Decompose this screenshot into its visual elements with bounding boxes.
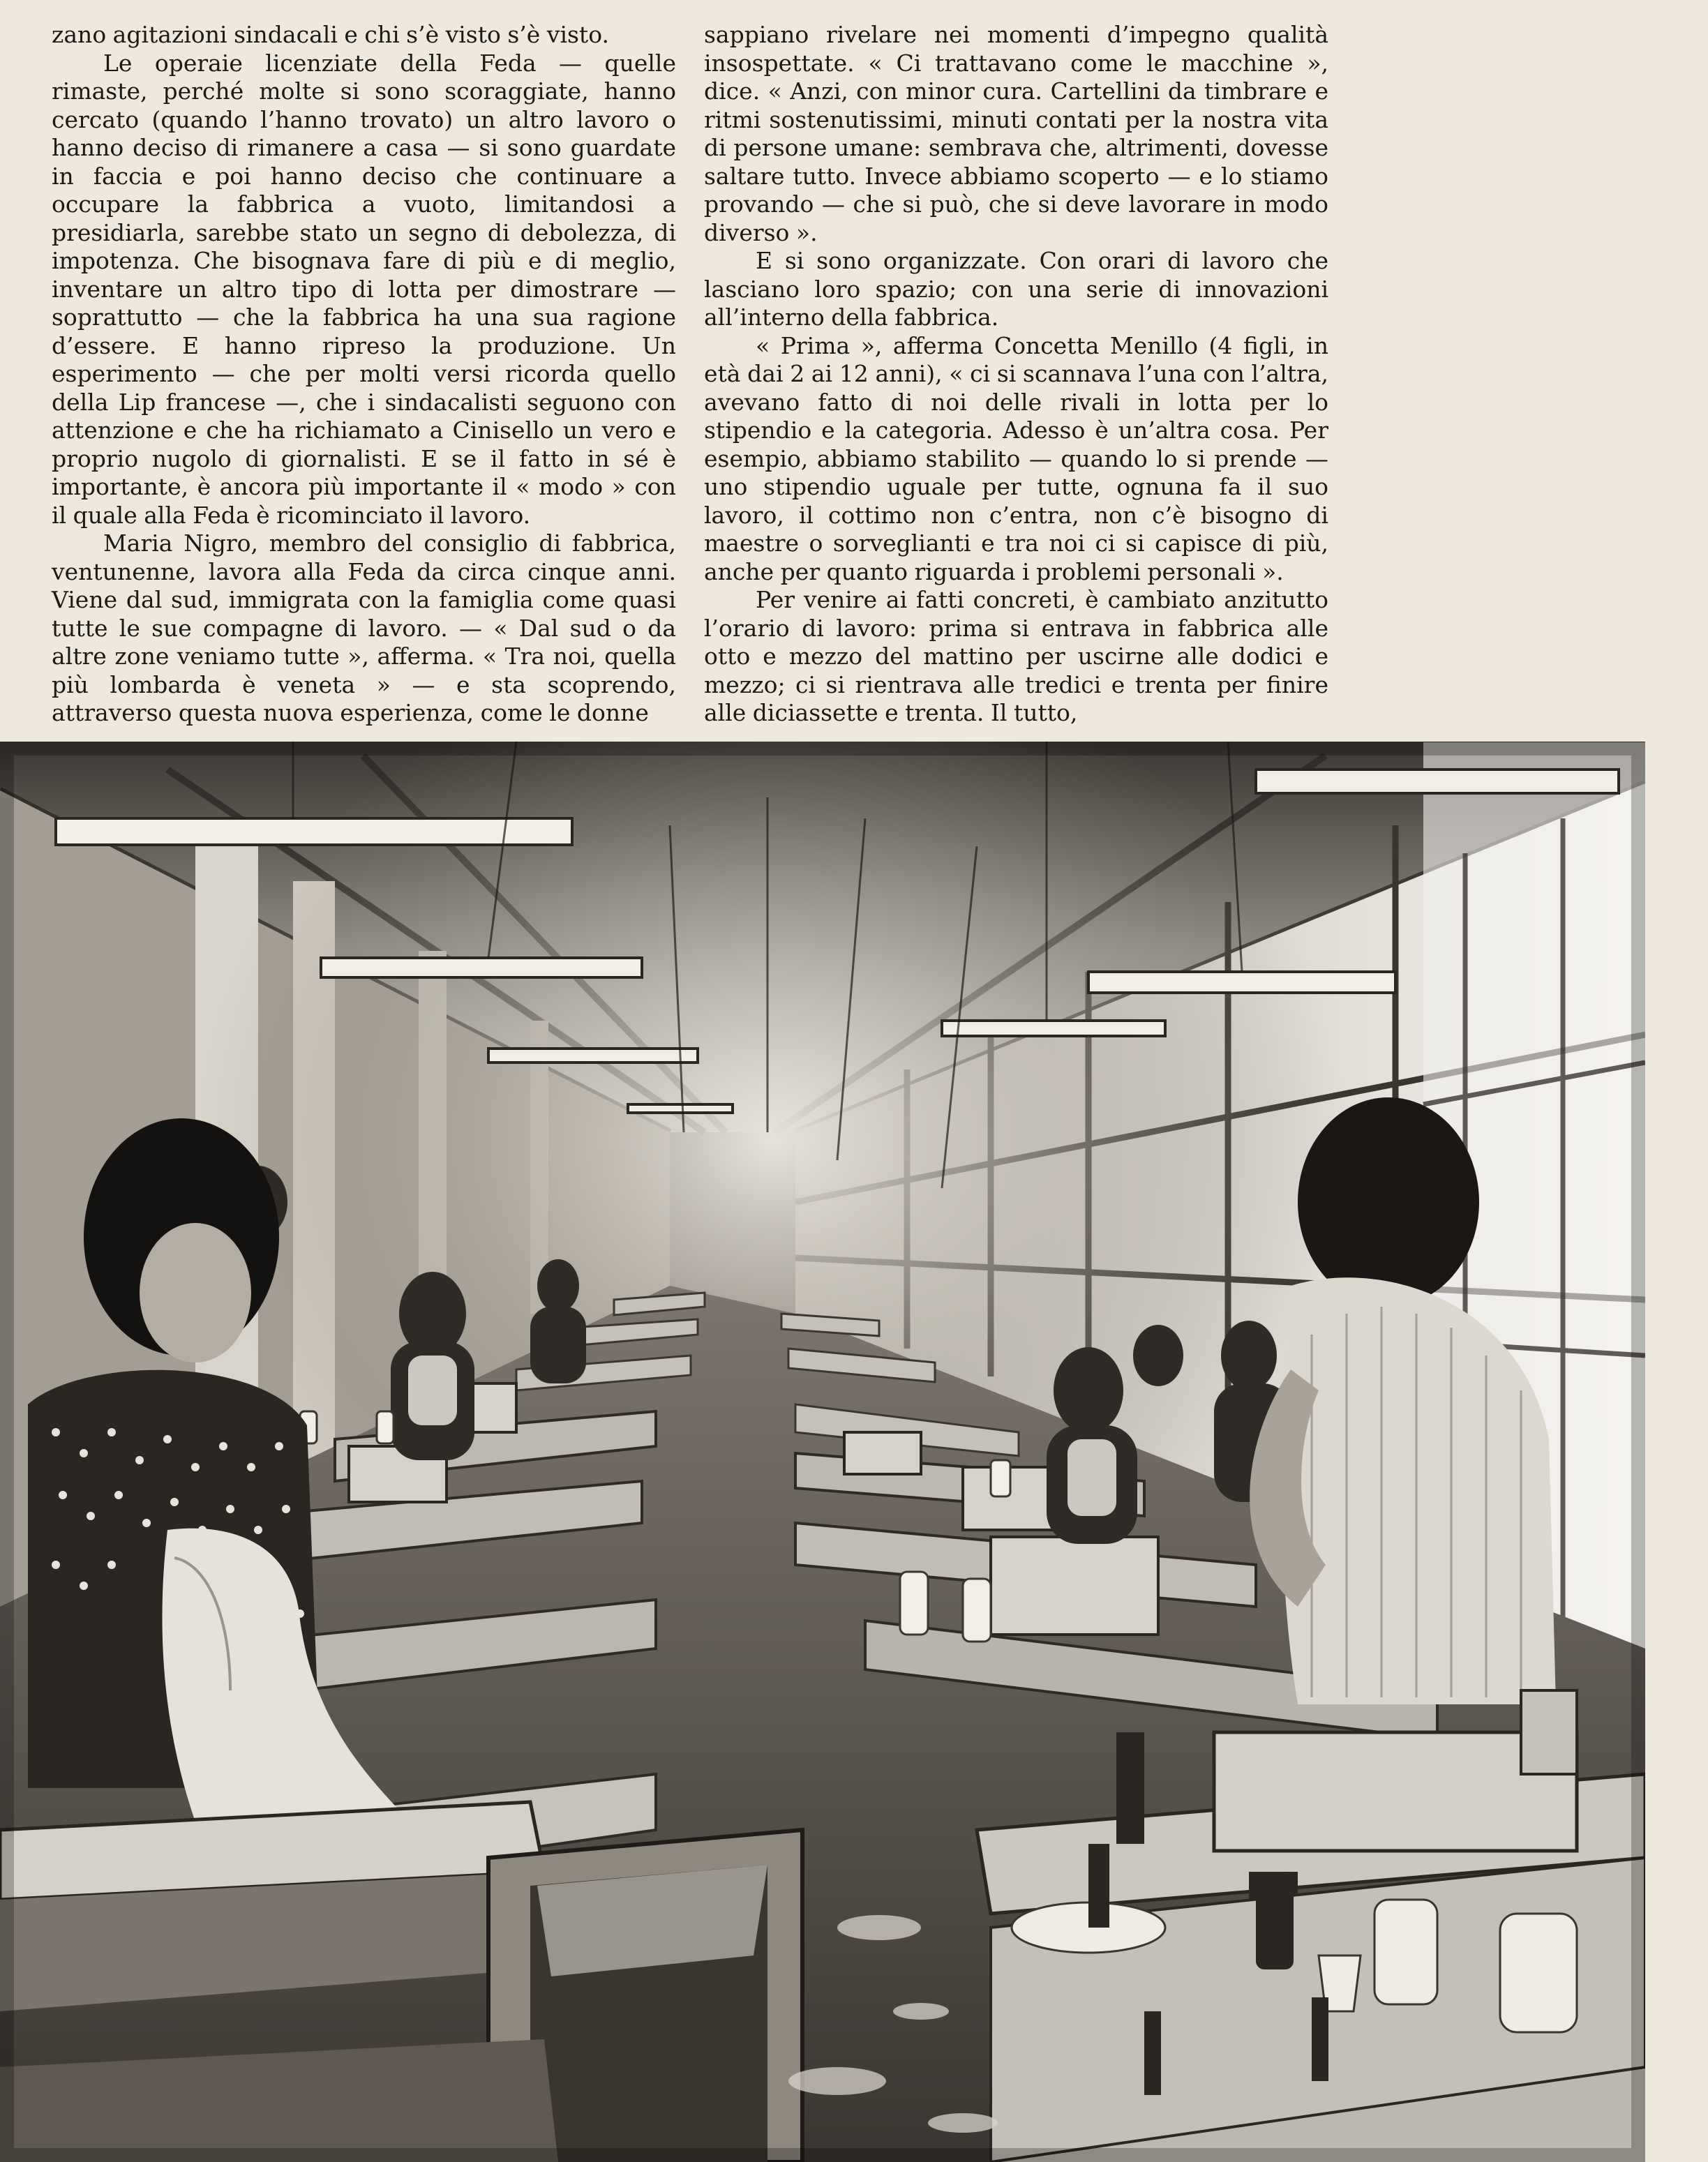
paragraph-working-hours: Per venire ai fatti concreti, è cambiato anzitutto l’orario di lavoro: prima si entrava in fabbrica alle otto e mezzo del mattino per uscirne alle dodici e mezzo; ci si rientrava alle tredici e trenta per finire alle diciassette e trenta. Il tutto,	[704, 586, 1328, 726]
right-text-column	[704, 21, 1328, 728]
paragraph-quote-continued: sappiano rivelare nei momenti d’impegno qualità insospettate. « Ci trattavano come le macchine », dice. « Anzi, con minor cura. Cartellini da timbrare e ritmi sostenutissimi, minuti contati per la nostra vita di persone umane: sembrava che, altrimenti, dovesse saltare tutto. Invece abbiamo scoperto — e lo stiamo provando — che si può, che si deve lavorare in modo diverso ».	[704, 21, 1328, 246]
factory-photograph	[0, 742, 1645, 2162]
factory-photo-illustration	[0, 742, 1645, 2162]
paragraph-continued: zano agitazioni sindacali e chi s’è visto s’è visto.	[52, 21, 609, 48]
paragraph-concetta-menillo: « Prima », afferma Concetta Menillo (4 figli, in età dai 2 ai 12 anni), « ci si scannava l’una con l’altra, avevano fatto di noi delle rivali in lotta per lo stipendio e la categoria. Adesso è un’altra cosa. Per esempio, abbiamo stabilito — quando lo si prende — uno stipendio uguale per tutte, ognuna fa il suo lavoro, il cottimo non c’entra, non c’è bisogno di maestre o sorveglianti e tra noi ci si capisce di più, anche per quanto riguarda i problemi personali ».	[704, 331, 1328, 585]
paragraph-feda-workers: Le operaie licenziate della Feda — quelle rimaste, perché molte si sono scoraggiate, hanno cercato (quando l’hanno trovato) un altro lavoro o hanno deciso di rimanere a casa — si sono guardate in faccia e poi hanno deciso che continuare a occupare la fabbrica a vuoto, limitandosi a presidiarla, sarebbe stato un segno di debolezza, di impotenza. Che bisognava fare di più e di meglio, inventare un altro tipo di lotta per dimostrare — soprattutto — che la fabbrica ha una sua ragione d’essere. E hanno ripreso la produzione. Un esperimento — che per molti versi ricorda quello della Lip francese —, che i sindacalisti seguono con attenzione e che ha richiamato a Cinisello un vero e proprio nugolo di giornalisti. E se il fatto in sé è importante, è ancora più importante il « modo » con il quale alla Feda è ricominciato il lavoro.	[52, 49, 676, 529]
left-text-column	[52, 21, 676, 728]
paragraph-organization: E si sono organizzate. Con orari di lavoro che lasciano loro spazio; con una serie di innovazioni all’interno della fabbrica.	[704, 247, 1328, 331]
paragraph-maria-nigro: Maria Nigro, membro del consiglio di fabbrica, ventunenne, lavora alla Feda da circa cinque anni. Viene dal sud, immigrata con la famiglia come quasi tutte le sue compagne di lavoro. — « Dal sud o da altre zone veniamo tutte », afferma. « Tra noi, quella più lombarda è veneta » — e sta scoprendo, attraverso questa nuova esperienza, come le donne	[52, 530, 676, 726]
